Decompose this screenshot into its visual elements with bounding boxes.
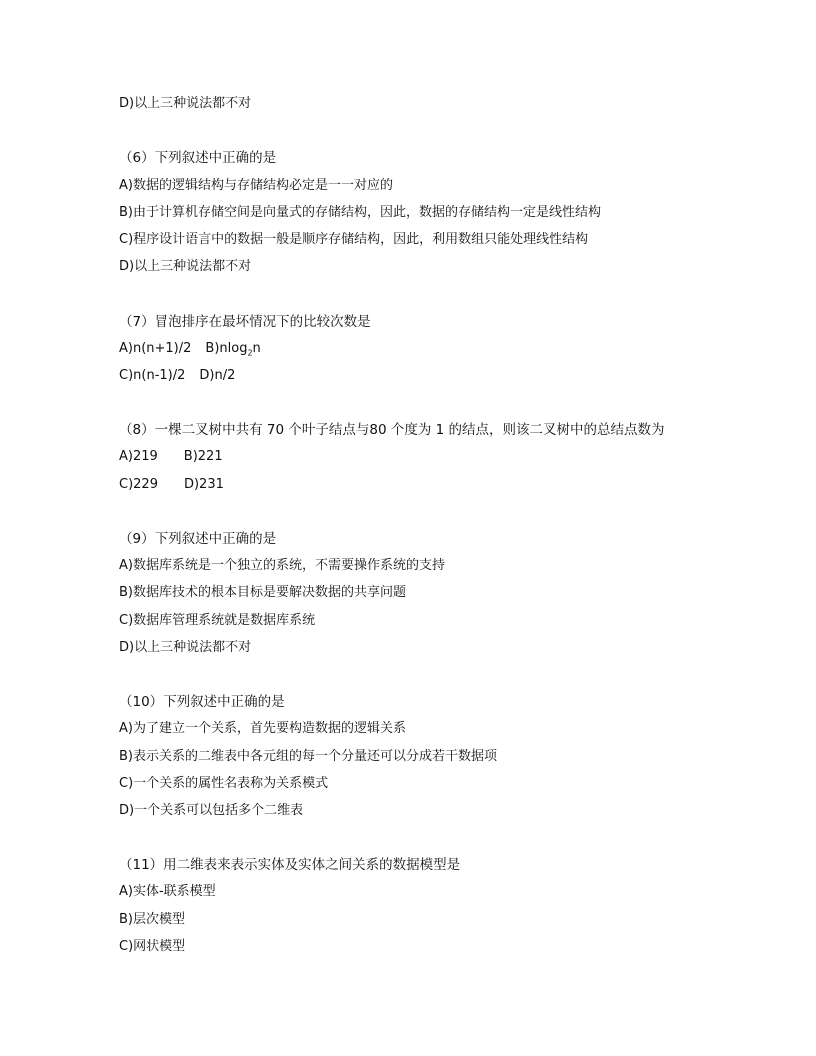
- options-row-ab: [119, 447, 719, 474]
- question-text: （10）下列叙述中正确的是: [119, 694, 285, 711]
- question-text: （11）用二维表来表示实体及实体之间关系的数据模型是: [119, 857, 461, 874]
- option-d: D)以上三种说法都不对: [119, 96, 252, 111]
- options-row-cd: [119, 366, 719, 393]
- question-9: [119, 529, 719, 665]
- question-11: [119, 855, 719, 964]
- question-text: （7）冒泡排序在最坏情况下的比较次数是: [119, 313, 371, 330]
- option-b: B)由于计算机存储空间是向量式的存储结构，因此，数据的存储结构一定是线性结构: [119, 204, 601, 220]
- option-d: D)n/2: [199, 367, 236, 383]
- option-b: B)表示关系的二维表中各元组的每一个分量还可以分成若干数据项: [119, 748, 497, 764]
- option-a: A)219: [119, 449, 158, 465]
- option-b: B)221: [183, 449, 223, 465]
- option-a: A)数据库系统是一个独立的系统，不需要操作系统的支持: [119, 558, 445, 574]
- option-b: B)nlog$_2$n: [205, 340, 261, 358]
- option-b: B)数据库技术的根本目标是要解决数据的共享问题: [119, 585, 406, 601]
- question-10: [119, 692, 719, 828]
- option-d: D)一个关系可以包括多个二维表: [119, 802, 304, 818]
- question-6: [119, 148, 719, 284]
- option-c: C)229: [119, 476, 158, 492]
- option-d: D)以上三种说法都不对: [119, 639, 252, 655]
- question-7: [119, 312, 719, 394]
- options-row-cd: [119, 475, 719, 502]
- question-text: （6）下列叙述中正确的是: [119, 150, 277, 167]
- option-c: C)n(n-1)/2: [119, 367, 186, 383]
- option-a: A)n(n+1)/2: [119, 340, 192, 356]
- option-a: A)实体-联系模型: [119, 884, 216, 900]
- option-c: C)程序设计语言中的数据一般是顺序存储结构，因此，利用数组只能处理线性结构: [119, 231, 589, 247]
- option-d: D)231: [183, 476, 224, 492]
- option-c: C)数据库管理系统就是数据库系统: [119, 612, 316, 628]
- question-text: （8）一棵二叉树中共有 70 个叶子结点与80 个度为 1 的结点，则该二叉树中的总结点数为: [119, 422, 665, 439]
- option-c: C)一个关系的属性名表称为关系模式: [119, 775, 329, 791]
- question-8: [119, 420, 719, 502]
- option-a: A)为了建立一个关系，首先要构造数据的逻辑关系: [119, 721, 406, 737]
- option-a: A)数据的逻辑结构与存储结构必定是一一对应的: [119, 177, 393, 193]
- option-c: C)网状模型: [119, 938, 186, 954]
- document-page: [119, 94, 719, 964]
- option-b: B)层次模型: [119, 911, 185, 927]
- options-row-ab: [119, 339, 719, 366]
- option-d: D)以上三种说法都不对: [119, 259, 252, 275]
- question-text: （9）下列叙述中正确的是: [119, 531, 277, 547]
